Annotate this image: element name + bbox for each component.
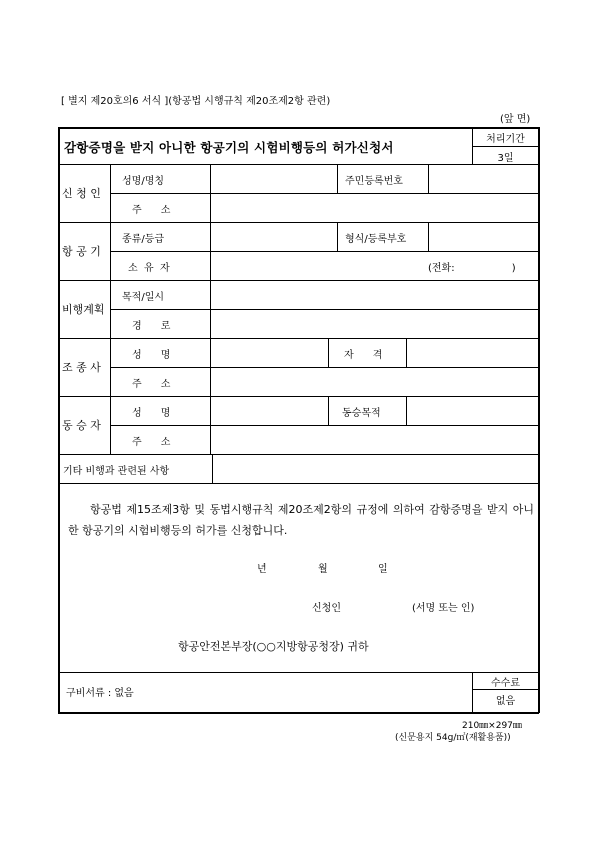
date-month-label: 월 bbox=[318, 564, 328, 575]
paper-stock: (신문용지 54g/㎡(재활용품)) bbox=[395, 733, 511, 743]
passenger-name-field[interactable] bbox=[212, 397, 327, 424]
form-number: [ 별지 제20호의6 서식 ](항공법 시행규칙 제20조제2항 관련) bbox=[61, 96, 331, 107]
aircraft-model-field[interactable] bbox=[430, 223, 537, 250]
flight-plan-section-label: 비행계획 bbox=[62, 303, 105, 316]
paper-size: 210㎜×297㎜ bbox=[462, 721, 522, 731]
page-side-label: (앞 면) bbox=[500, 114, 531, 125]
applicant-address-label: 주 소 bbox=[132, 205, 171, 216]
aircraft-owner-label: 소 유 자 bbox=[128, 263, 170, 274]
pilot-qualification-label: 자 격 bbox=[344, 350, 383, 361]
pilot-address-field[interactable] bbox=[212, 368, 537, 395]
processing-period-value: 3일 bbox=[497, 153, 514, 164]
pilot-name-label: 성 명 bbox=[132, 350, 171, 361]
passenger-address-label: 주 소 bbox=[132, 437, 171, 448]
flight-route-label: 경 로 bbox=[132, 321, 171, 332]
passenger-purpose-label: 동승목적 bbox=[342, 408, 381, 419]
fee-value: 없음 bbox=[495, 696, 516, 707]
flight-purpose-label: 목적/일시 bbox=[122, 292, 165, 303]
other-matters-label: 기타 비행과 관련된 사항 bbox=[63, 466, 170, 477]
pilot-section-label: 조 종 사 bbox=[62, 361, 101, 374]
aircraft-owner-field[interactable] bbox=[212, 252, 412, 279]
required-documents: 구비서류 : 없음 bbox=[66, 688, 134, 699]
processing-period-label: 처리기간 bbox=[486, 134, 525, 145]
fee-label: 수수료 bbox=[491, 678, 520, 689]
addressee: 항공안전본부장(○○지방항공청장) 귀하 bbox=[178, 640, 369, 653]
applicant-section-label: 신 청 인 bbox=[62, 187, 101, 200]
applicant-name-field[interactable] bbox=[212, 165, 336, 192]
applicant-reg-no-field[interactable] bbox=[430, 165, 537, 192]
date-year-label: 년 bbox=[257, 564, 267, 575]
aircraft-model-label: 형식/등록부호 bbox=[345, 234, 407, 245]
form-title: 감항증명을 받지 아니한 항공기의 시험비행등의 허가신청서 bbox=[64, 140, 394, 155]
signer-label: 신청인 bbox=[312, 603, 341, 614]
pilot-qualification-field[interactable] bbox=[408, 339, 537, 366]
applicant-address-field[interactable] bbox=[212, 194, 537, 221]
pilot-address-label: 주 소 bbox=[132, 379, 171, 390]
passenger-purpose-field[interactable] bbox=[408, 397, 537, 424]
flight-purpose-field[interactable] bbox=[212, 281, 537, 308]
date-day-label: 일 bbox=[378, 564, 388, 575]
applicant-name-label: 성명/명칭 bbox=[122, 176, 165, 187]
aircraft-section-label: 항 공 기 bbox=[62, 245, 101, 258]
pilot-name-field[interactable] bbox=[212, 339, 327, 366]
other-matters-field[interactable] bbox=[214, 455, 537, 482]
aircraft-type-field[interactable] bbox=[212, 223, 336, 250]
signature-label: (서명 또는 인) bbox=[412, 603, 475, 614]
flight-route-field[interactable] bbox=[212, 310, 537, 337]
applicant-reg-no-label: 주민등록번호 bbox=[345, 176, 403, 187]
passenger-section-label: 동 승 자 bbox=[62, 419, 101, 432]
aircraft-owner-phone-label: (전화: ) bbox=[428, 263, 516, 274]
passenger-address-field[interactable] bbox=[212, 426, 537, 453]
application-statement: 항공법 제15조제3항 및 동법시행규칙 제20조제2항의 규정에 의하여 감항증명을 받지 아니한 항공기의 시험비행등의 허가를 신청합니다. bbox=[68, 503, 534, 537]
aircraft-type-label: 종류/등급 bbox=[122, 234, 165, 245]
passenger-name-label: 성 명 bbox=[132, 408, 171, 419]
